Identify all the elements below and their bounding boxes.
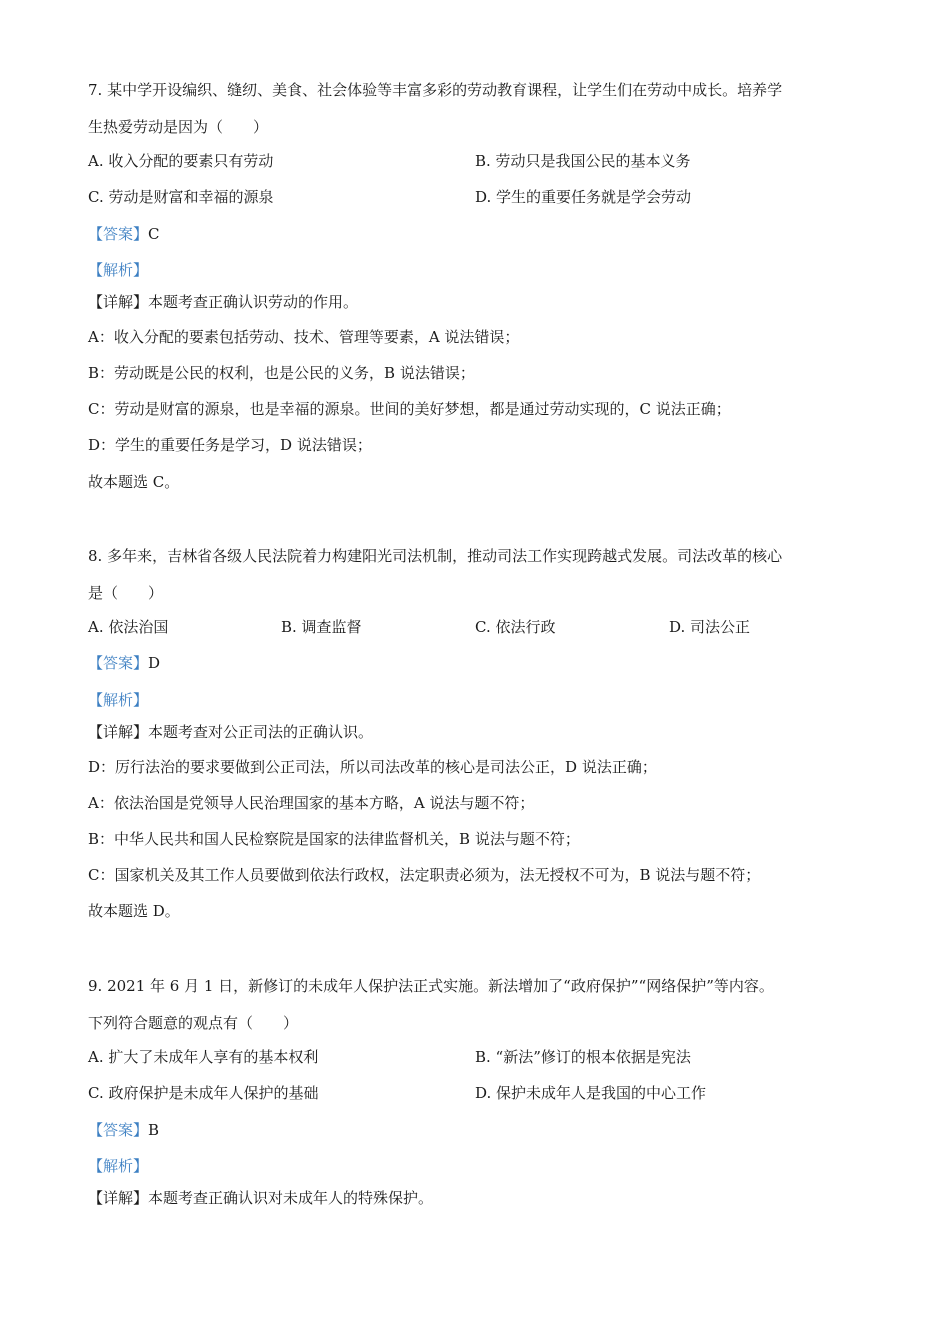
q7-explain-a: A：收入分配的要素包括劳动、技术、管理等要素，A 说法错误； <box>88 328 520 346</box>
q8-explain-c: C：国家机关及其工作人员要做到依法行政权，法定职责必须为，法无授权不可为，B 说法与题不符； <box>88 866 761 884</box>
q7-option-a: A. 收入分配的要素只有劳动 <box>88 152 274 170</box>
q7-conclusion: 故本题选 C。 <box>88 473 180 491</box>
q7-explain-c: C：劳动是财富的源泉，也是幸福的源泉。世间的美好梦想，都是通过劳动实现的，C 说法正确； <box>88 400 731 418</box>
q9-option-d: D. 保护未成年人是我国的中心工作 <box>475 1084 707 1102</box>
q8-explain-b: B：中华人民共和国人民检察院是国家的法律监督机关，B 说法与题不符； <box>88 830 580 848</box>
q9-option-b: B. “新法”修订的根本依据是宪法 <box>475 1048 691 1066</box>
q9-option-c: C. 政府保护是未成年人保护的基础 <box>88 1084 319 1102</box>
q9-stem-line1: 9. 2021 年 6 月 1 日，新修订的未成年人保护法正式实施。新法增加了“政府保护”“网络保护”等内容。 <box>88 977 774 995</box>
q7-explain-b: B：劳动既是公民的权利，也是公民的义务，B 说法错误； <box>88 364 475 382</box>
q7-option-c: C. 劳动是财富和幸福的源泉 <box>88 188 274 206</box>
q7-answer <box>88 224 160 244</box>
q8-stem-line2: 是（ ） <box>88 584 164 602</box>
q7-analysis-tag: 【解析】 <box>88 261 149 279</box>
q8-option-a: A. 依法治国 <box>88 618 169 636</box>
answer-tag: 【答案】 <box>88 225 149 243</box>
q8-answer <box>88 653 160 673</box>
answer-tag: 【答案】 <box>88 654 149 672</box>
q8-explain-a: A：依法治国是党领导人民治理国家的基本方略，A 说法与题不符； <box>88 794 535 812</box>
q8-option-d: D. 司法公正 <box>669 618 751 636</box>
answer-value: D <box>148 654 161 672</box>
q9-analysis-tag: 【解析】 <box>88 1157 149 1175</box>
answer-value: C <box>148 225 160 243</box>
q7-stem-line2: 生热爱劳动是因为（ ） <box>88 118 269 136</box>
q9-stem-line2: 下列符合题意的观点有（ ） <box>88 1014 299 1032</box>
q8-option-c: C. 依法行政 <box>475 618 556 636</box>
q8-stem-line1: 8. 多年来，吉林省各级人民法院着力构建阳光司法机制，推动司法工作实现跨越式发展。司法改革的核心 <box>88 547 783 565</box>
q9-answer <box>88 1120 159 1140</box>
q8-analysis-tag: 【解析】 <box>88 691 149 709</box>
q9-detail: 【详解】本题考查正确认识对未成年人的特殊保护。 <box>88 1189 434 1207</box>
answer-tag: 【答案】 <box>88 1121 149 1139</box>
q7-stem-line1: 7. 某中学开设编织、缝纫、美食、社会体验等丰富多彩的劳动教育课程，让学生们在劳动中成长。培养学 <box>88 81 783 99</box>
q8-conclusion: 故本题选 D。 <box>88 902 180 920</box>
q8-explain-d: D：厉行法治的要求要做到公正司法，所以司法改革的核心是司法公正，D 说法正确； <box>88 758 657 776</box>
q9-option-a: A. 扩大了未成年人享有的基本权利 <box>88 1048 319 1066</box>
q8-option-b: B. 调查监督 <box>281 618 362 636</box>
q7-option-b: B. 劳动只是我国公民的基本义务 <box>475 152 691 170</box>
q7-explain-d: D：学生的重要任务是学习，D 说法错误； <box>88 436 372 454</box>
answer-value: B <box>148 1121 160 1139</box>
q7-option-d: D. 学生的重要任务就是学会劳动 <box>475 188 692 206</box>
q7-detail: 【详解】本题考查正确认识劳动的作用。 <box>88 293 359 311</box>
q8-detail: 【详解】本题考查对公正司法的正确认识。 <box>88 723 374 741</box>
